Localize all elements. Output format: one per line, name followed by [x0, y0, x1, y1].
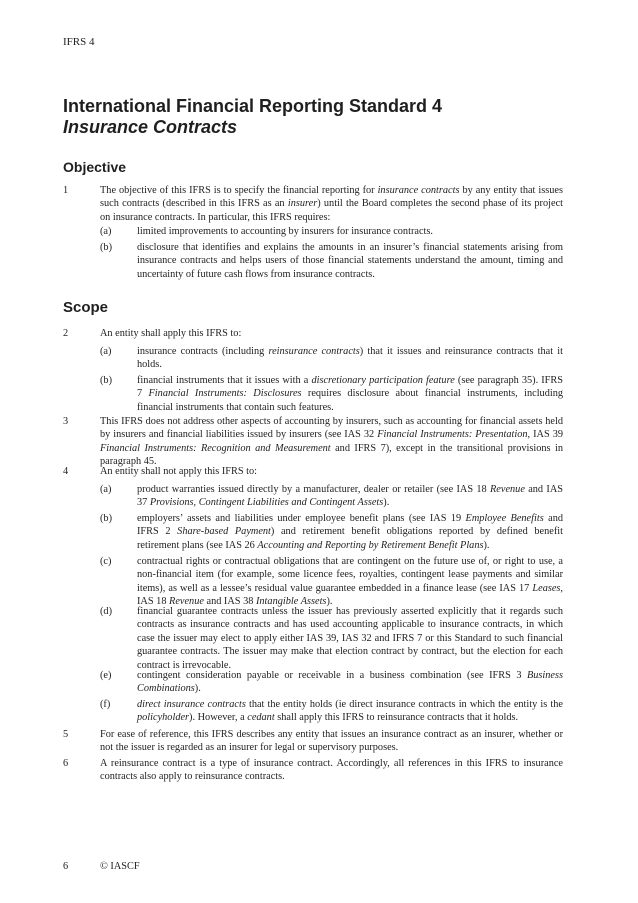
page-number: 6 [63, 861, 69, 872]
paragraph-number: 1 [63, 185, 69, 196]
list-item: (b) disclosure that identifies and explains the amounts in an insurer’s financial statements arising from insurance contracts and helps users of those financial statements understand the amount, timing and uncertainty of future cash flows from insurance contracts. [100, 242, 563, 280]
list-item: (d) financial guarantee contracts unless the issuer has previously asserted explicitly that it regards such contracts as insurance contracts and has used accounting applicable to insurance contracts, in which case the issuer may elect to apply either IAS 39, IAS 32 and IFRS 7 or this Standard to such financial guarantee contracts. The issuer may make that election contract by contract, but the election for each contract is irrevocable. [100, 606, 563, 671]
running-head: IFRS 4 [63, 36, 95, 48]
paragraph-6: 6 A reinsurance contract is a type of insurance contract. Accordingly, all references in this IFRS to insurance contracts also apply to reinsurance contracts. [63, 758, 563, 783]
list-item: (b) financial instruments that it issues with a discretionary participation feature (see paragraph 35). IFRS 7 Financial Instruments: Disclosures requires disclosure about financial instruments, including financial instruments that contain such features. [100, 375, 564, 413]
list-item: (f) direct insurance contracts that the entity holds (ie direct insurance contracts in which the entity is the policyholder). However, a cedant shall apply this IFRS to reinsurance contracts that it holds. [100, 699, 563, 724]
standard-subtitle: Insurance Contracts [63, 117, 238, 137]
objective-heading: Objective [63, 159, 127, 175]
copyright: © IASCF [100, 861, 140, 872]
list-item: (b) employers’ assets and liabilities under employee benefit plans (see IAS 19 Employee Benefits and IFRS 2 Share-based Payment) and retirement benefit obligations reported by defined benefit retirement plans (see IAS 26 Accounting and Reporting by Retirement Benefit Plans). [100, 513, 564, 551]
paragraph-2: 2 An entity shall apply this IFRS to: [63, 328, 242, 339]
paragraph-5: 5 For ease of reference, this IFRS describes any entity that issues an insurance contract as an insurer, whether or not the issuer is regarded as an insurer for legal or supervisory purposes. [63, 729, 563, 754]
paragraph-text: The objective of this IFRS is to specify the financial reporting for insurance contracts by any entity that issues such contracts (described in this IFRS as an insurer) until the Board completes the second phase of its project on insurance contracts. In particular, this IFRS requires: [100, 185, 563, 223]
list-item: (a) limited improvements to accounting by insurers for insurance contracts. [100, 226, 433, 237]
standard-title: International Financial Reporting Standard 4 [63, 96, 443, 116]
paragraph-4: 4 An entity shall not apply this IFRS to: [63, 466, 258, 477]
paragraph-1 [63, 184, 563, 224]
list-item: (a) product warranties issued directly by a manufacturer, dealer or retailer (see IAS 18 Revenue and IAS 37 Provisions, Contingent Liabilities and Contingent Assets). [100, 484, 563, 509]
list-item: (e) contingent consideration payable or receivable in a business combination (see IFRS 3 Business Combinations). [100, 670, 563, 695]
page-title [63, 96, 442, 138]
paragraph-3: 3 This IFRS does not address other aspects of accounting by insurers, such as accounting for financial assets held by insurers and financial liabilities issued by insurers (see IAS 32 Financial Instruments: Presentation, IAS 39 Financial Instruments: Recognition and Measurement and IFRS 7), except in the transitional provisions in paragraph 45. [63, 416, 563, 468]
list-item: (c) contractual rights or contractual obligations that are contingent on the future use of, or right to use, a non-financial item (for example, some licence fees, royalties, contingent lease payments and similar items), as well as a lessee’s residual value guarantee embedded in a finance lease (see IAS 17 Leases, IAS 18 Revenue and IAS 38 Intangible Assets). [100, 556, 563, 608]
scope-heading: Scope [63, 299, 109, 316]
list-item: (a) insurance contracts (including reinsurance contracts) that it issues and reinsurance contracts that it holds. [100, 346, 564, 371]
